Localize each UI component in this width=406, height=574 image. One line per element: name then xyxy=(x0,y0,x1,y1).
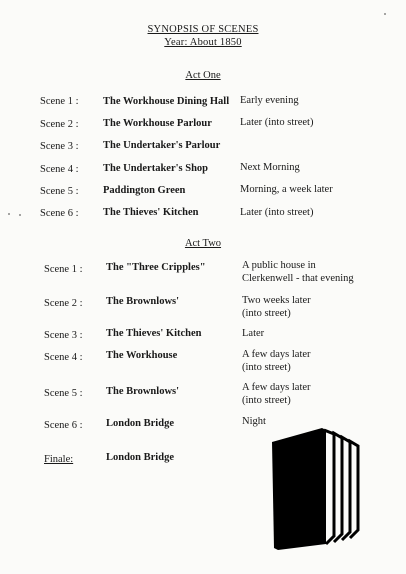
scene-time: Two weeks later (into street) xyxy=(242,295,311,319)
scene-name: The Undertaker's Parlour xyxy=(103,140,221,151)
act-two-heading: Act Two xyxy=(184,238,222,249)
scene-label: Scene 2 : xyxy=(40,119,79,130)
scene-name: The Undertaker's Shop xyxy=(103,163,209,174)
book-cover xyxy=(272,428,326,550)
scan-speck xyxy=(384,13,386,15)
scene-label: Scene 6 : xyxy=(40,208,79,219)
scene-label: Scene 2 : xyxy=(44,298,83,309)
scene-label: Scene 3 : xyxy=(44,330,83,341)
scene-name: The Brownlows' xyxy=(106,386,180,397)
scan-speck xyxy=(8,213,10,215)
scene-name: London Bridge xyxy=(106,452,174,463)
act-one-heading: Act One xyxy=(185,70,221,81)
scene-label: Scene 5 : xyxy=(44,388,83,399)
scene-time: Morning, a week later xyxy=(240,184,333,195)
scene-time: Later xyxy=(242,328,265,339)
scan-speck xyxy=(19,214,21,216)
scene-time: A few days later (into street) xyxy=(242,349,311,373)
scene-time: A few days later (into street) xyxy=(242,382,311,406)
scene-name: The Workhouse xyxy=(106,350,178,361)
scene-name: The Thieves' Kitchen xyxy=(106,328,202,339)
scene-time: Night xyxy=(242,416,266,427)
scene-label: Scene 1 : xyxy=(40,96,79,107)
finale-label: Finale: xyxy=(44,454,74,465)
scene-time: Later (into street) xyxy=(240,117,314,128)
scene-name: The Workhouse Dining Hall xyxy=(103,96,230,107)
scene-name: The Brownlows' xyxy=(106,296,180,307)
scene-time: Next Morning xyxy=(240,162,300,173)
scene-time: Early evening xyxy=(240,95,299,106)
scene-label: Scene 3 : xyxy=(40,141,79,152)
scene-label: Scene 4 : xyxy=(40,164,79,175)
scene-name: The Thieves' Kitchen xyxy=(103,207,199,218)
scene-label: Scene 6 : xyxy=(44,420,83,431)
scene-name: London Bridge xyxy=(106,418,174,429)
scene-label: Scene 4 : xyxy=(44,352,83,363)
scene-label: Scene 1 : xyxy=(44,264,83,275)
stacked-books-icon xyxy=(272,428,364,550)
scene-time: A public house in Clerkenwell - that evening xyxy=(242,260,354,284)
scene-time: Later (into street) xyxy=(240,207,314,218)
page-title: SYNOPSIS OF SCENES xyxy=(147,24,259,35)
scene-name: The "Three Cripples" xyxy=(106,262,206,273)
scene-label: Scene 5 : xyxy=(40,186,79,197)
page-subtitle: Year: About 1850 xyxy=(164,37,242,48)
scene-name: Paddington Green xyxy=(103,185,186,196)
scene-name: The Workhouse Parlour xyxy=(103,118,212,129)
